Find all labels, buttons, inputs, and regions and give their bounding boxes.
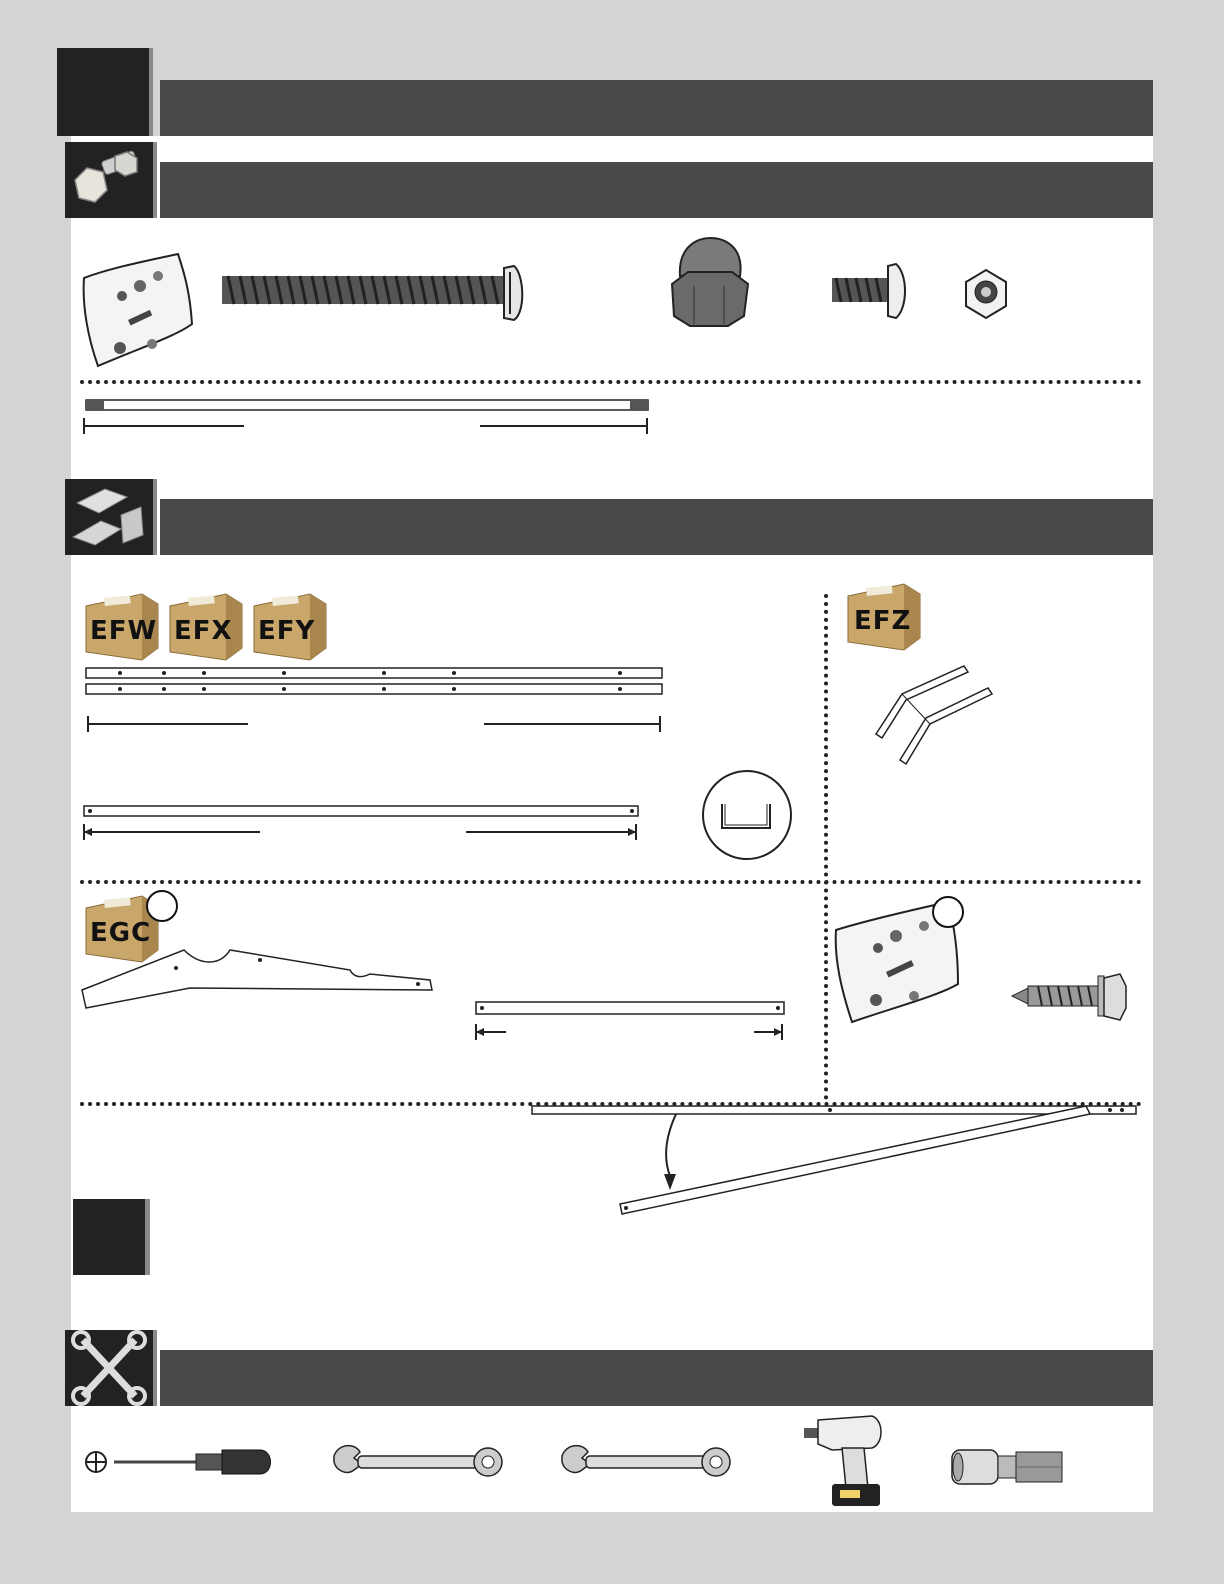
part-box-label: EFW — [90, 616, 158, 646]
lock-nut-icon — [960, 266, 1012, 322]
double-rail-part — [84, 666, 668, 736]
combination-wrench-icon — [558, 1440, 734, 1484]
short-screw-icon — [830, 262, 912, 320]
bracket-icon — [65, 479, 153, 555]
cordless-drill-icon — [802, 1414, 888, 1510]
hardware-section-bar — [160, 162, 1153, 218]
self-drilling-screw-icon — [1010, 970, 1128, 1024]
parts-section-bar — [160, 499, 1153, 555]
section-divider — [824, 594, 828, 1100]
profile-detail-circle — [700, 768, 794, 862]
roof-gusset-part — [80, 948, 436, 1010]
rail-assembly-diagram — [530, 1100, 1144, 1220]
tools-section-bar — [160, 1350, 1153, 1406]
nut-and-bolt-icon — [65, 142, 153, 218]
tools-section-icon-box — [65, 1330, 157, 1406]
part-box-efx — [168, 592, 244, 667]
parts-section-icon-box — [65, 479, 157, 555]
flat-bar-part — [82, 804, 644, 840]
threaded-rod-icon — [82, 398, 652, 436]
part-box-label: EGC — [90, 918, 152, 948]
combination-wrench-icon — [330, 1440, 506, 1484]
long-machine-screw-icon — [220, 262, 530, 324]
part-box-label: EFX — [174, 616, 233, 646]
angle-bracket-part — [872, 664, 1004, 770]
substep-number-block — [73, 1199, 150, 1275]
quantity-badge — [146, 890, 178, 922]
part-box-efw — [84, 592, 160, 667]
part-box-label: EFZ — [854, 606, 912, 636]
wrenches-icon — [65, 1330, 153, 1406]
step-number-block — [57, 48, 153, 136]
step-title-bar — [160, 80, 1153, 136]
part-box-efz — [846, 582, 922, 657]
acorn-nut-icon — [668, 236, 752, 328]
section-divider — [80, 380, 1142, 384]
part-box-label: EFY — [258, 616, 316, 646]
phillips-screwdriver-icon — [84, 1442, 276, 1482]
part-box-efy — [252, 592, 328, 667]
section-divider — [80, 880, 1142, 884]
socket-adapter-icon — [950, 1442, 1066, 1492]
hardware-bag-icon — [80, 252, 195, 370]
hardware-section-icon-box — [65, 142, 157, 218]
short-bar-part — [474, 1000, 788, 1042]
quantity-badge — [932, 896, 964, 928]
